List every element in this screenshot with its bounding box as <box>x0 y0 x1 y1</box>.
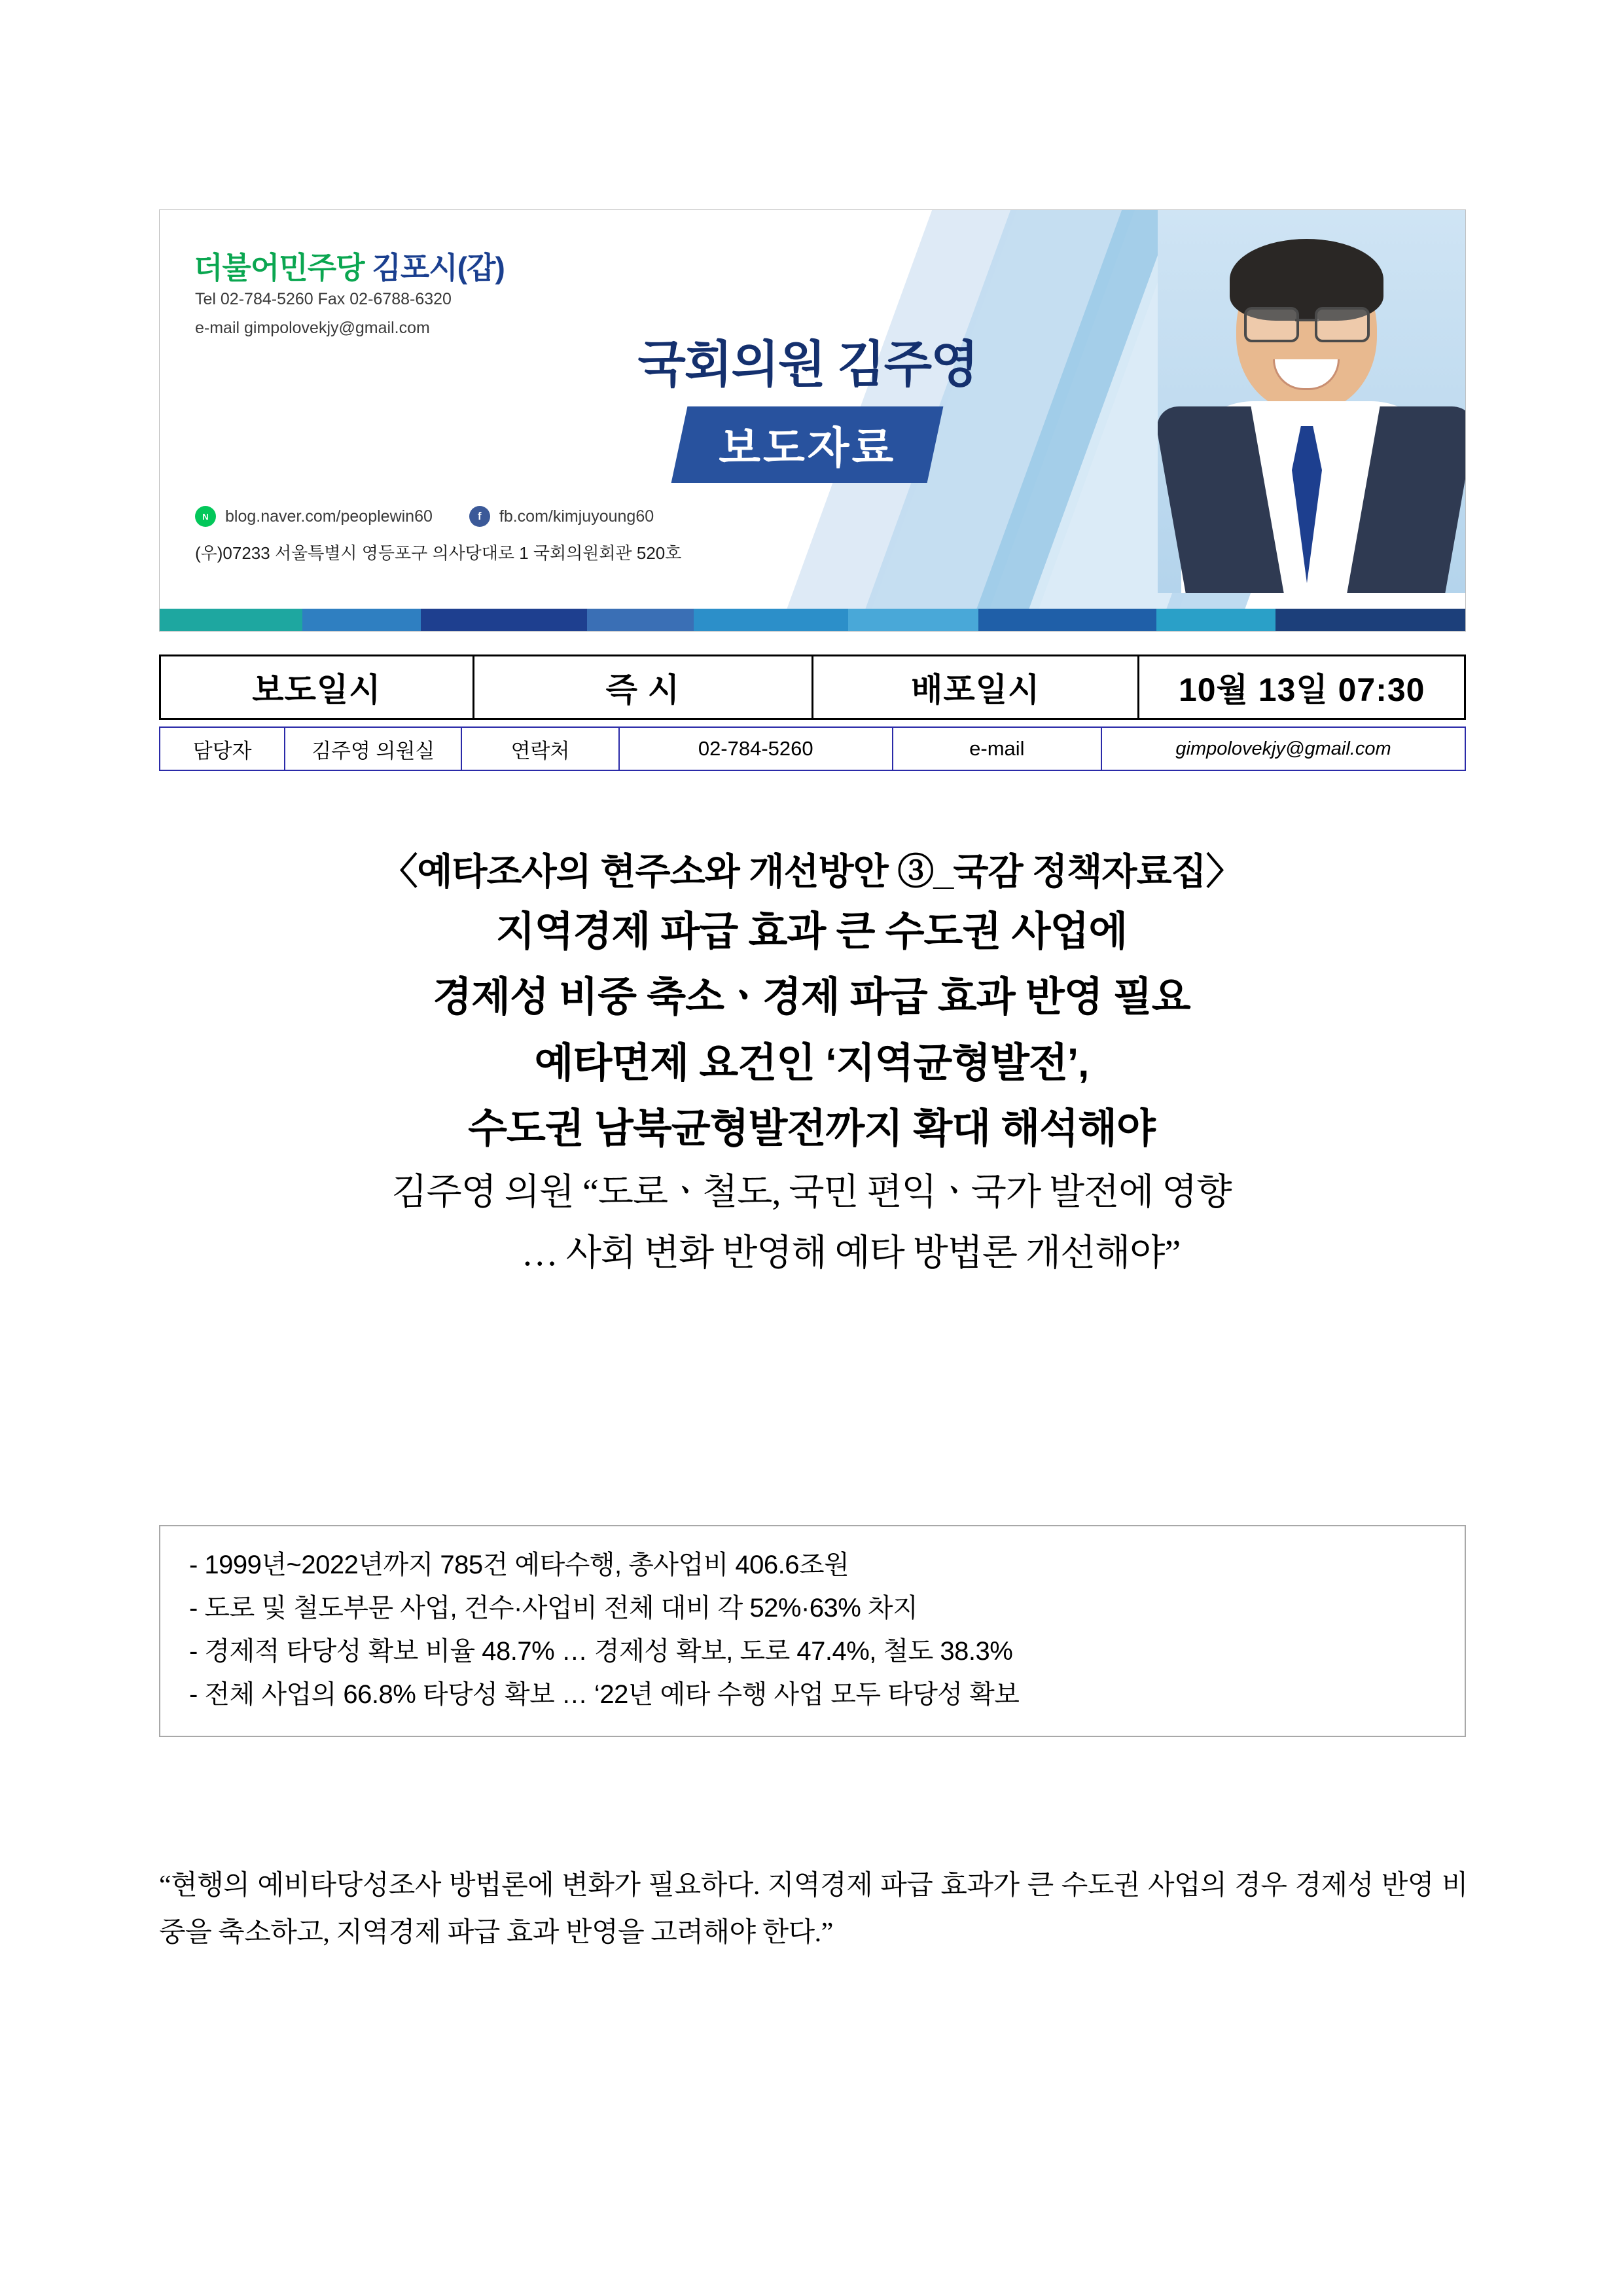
value-contact-person: 김주영 의원실 <box>285 727 461 770</box>
naver-blog-icon[interactable]: N <box>195 506 216 527</box>
body-paragraph: “현행의 예비타당성조사 방법론에 변화가 필요하다. 지역경제 파급 효과가 큰 수도권 사업의 경우 경제성 반영 비중을 축소하고, 지역경제 파급 효과 반영을 고려해야 한다.” <box>159 1871 1468 1948</box>
glasses-icon <box>1244 307 1370 337</box>
party-affiliation <box>194 244 505 287</box>
headline-line-1: 지역경제 파급 효과 큰 수도권 사업에 <box>495 909 1128 954</box>
headline-line-2: 경제성 비중 축소ㆍ경제 파급 효과 반영 필요 <box>433 975 1190 1020</box>
bullet-item: - 경제적 타당성 확보 비율 48.7% … 경제성 확보, 도로 47.4%, 철도 38.3% <box>189 1637 1013 1666</box>
header-banner <box>159 209 1466 632</box>
blog-url-text[interactable]: blog.naver.com/peoplewin60 <box>225 507 433 526</box>
banner-title-main: 국회의원 김주영 <box>637 337 978 393</box>
headline-quote-1: 김주영 의원 “도로ㆍ철도, 국민 편익ㆍ국가 발전에 영향 <box>391 1172 1232 1213</box>
label-contact-person: 담당자 <box>160 727 285 770</box>
value-release-date: 즉 시 <box>473 656 812 719</box>
banner-color-strip <box>160 609 1465 631</box>
facebook-icon[interactable]: f <box>469 506 490 527</box>
headline-block <box>157 844 1466 1284</box>
district-name-text: 김포시(갑) <box>372 251 505 285</box>
headline-line-4: 수도권 남북균형발전까지 확대 해석해야 <box>468 1106 1155 1152</box>
label-contact-tel: 연락처 <box>461 727 619 770</box>
banner-tel-line: Tel 02-784-5260 Fax 02-6788-6320 <box>195 290 452 308</box>
banner-title-sub-wrap <box>671 406 944 483</box>
label-release-date: 보도일시 <box>160 656 474 719</box>
bullet-item: - 전체 사업의 66.8% 타당성 확보 … ‘22년 예타 수행 사업 모두 타당성 확보 <box>189 1680 1020 1709</box>
table-row <box>160 727 1465 770</box>
bullet-item: - 1999년~2022년까지 785건 예타수행, 총사업비 406.6조원 <box>189 1551 849 1579</box>
table-row <box>160 656 1465 719</box>
banner-sns-row <box>195 506 654 527</box>
headline-kicker: 〈예타조사의 현주소와 개선방안 ③_국감 정책자료집〉 <box>381 851 1242 892</box>
release-info-table <box>159 655 1466 720</box>
label-contact-email: e-mail <box>893 727 1101 770</box>
banner-email-line: e-mail gimpolovekjy@gmail.com <box>195 319 430 337</box>
banner-title-sub: 보도자료 <box>719 423 897 472</box>
headline-line-3: 예타면제 요건인 ‘지역균형발전’, <box>534 1040 1089 1086</box>
banner-address: (우)07233 서울특별시 영등포구 의사당대로 1 국회의원회관 520호 <box>195 543 682 563</box>
value-distribution-date: 10월 13일 07:30 <box>1139 656 1465 719</box>
label-distribution-date: 배포일시 <box>812 656 1139 719</box>
value-contact-email: gimpolovekjy@gmail.com <box>1101 727 1465 770</box>
party-name-text: 더불어민주당 <box>194 251 365 285</box>
legislator-portrait <box>1158 210 1465 593</box>
contact-info-table <box>159 726 1466 771</box>
value-contact-tel: 02-784-5260 <box>619 727 893 770</box>
facebook-url-text[interactable]: fb.com/kimjuyoung60 <box>499 507 654 526</box>
banner-title-block <box>572 325 1043 483</box>
bullet-item: - 도로 및 철도부문 사업, 건수·사업비 전체 대비 각 52%·63% 차지 <box>189 1594 918 1623</box>
headline-quote-2: … 사회 변화 반영해 예타 방법론 개선해야” <box>521 1232 1181 1274</box>
summary-bullet-box <box>159 1525 1466 1737</box>
